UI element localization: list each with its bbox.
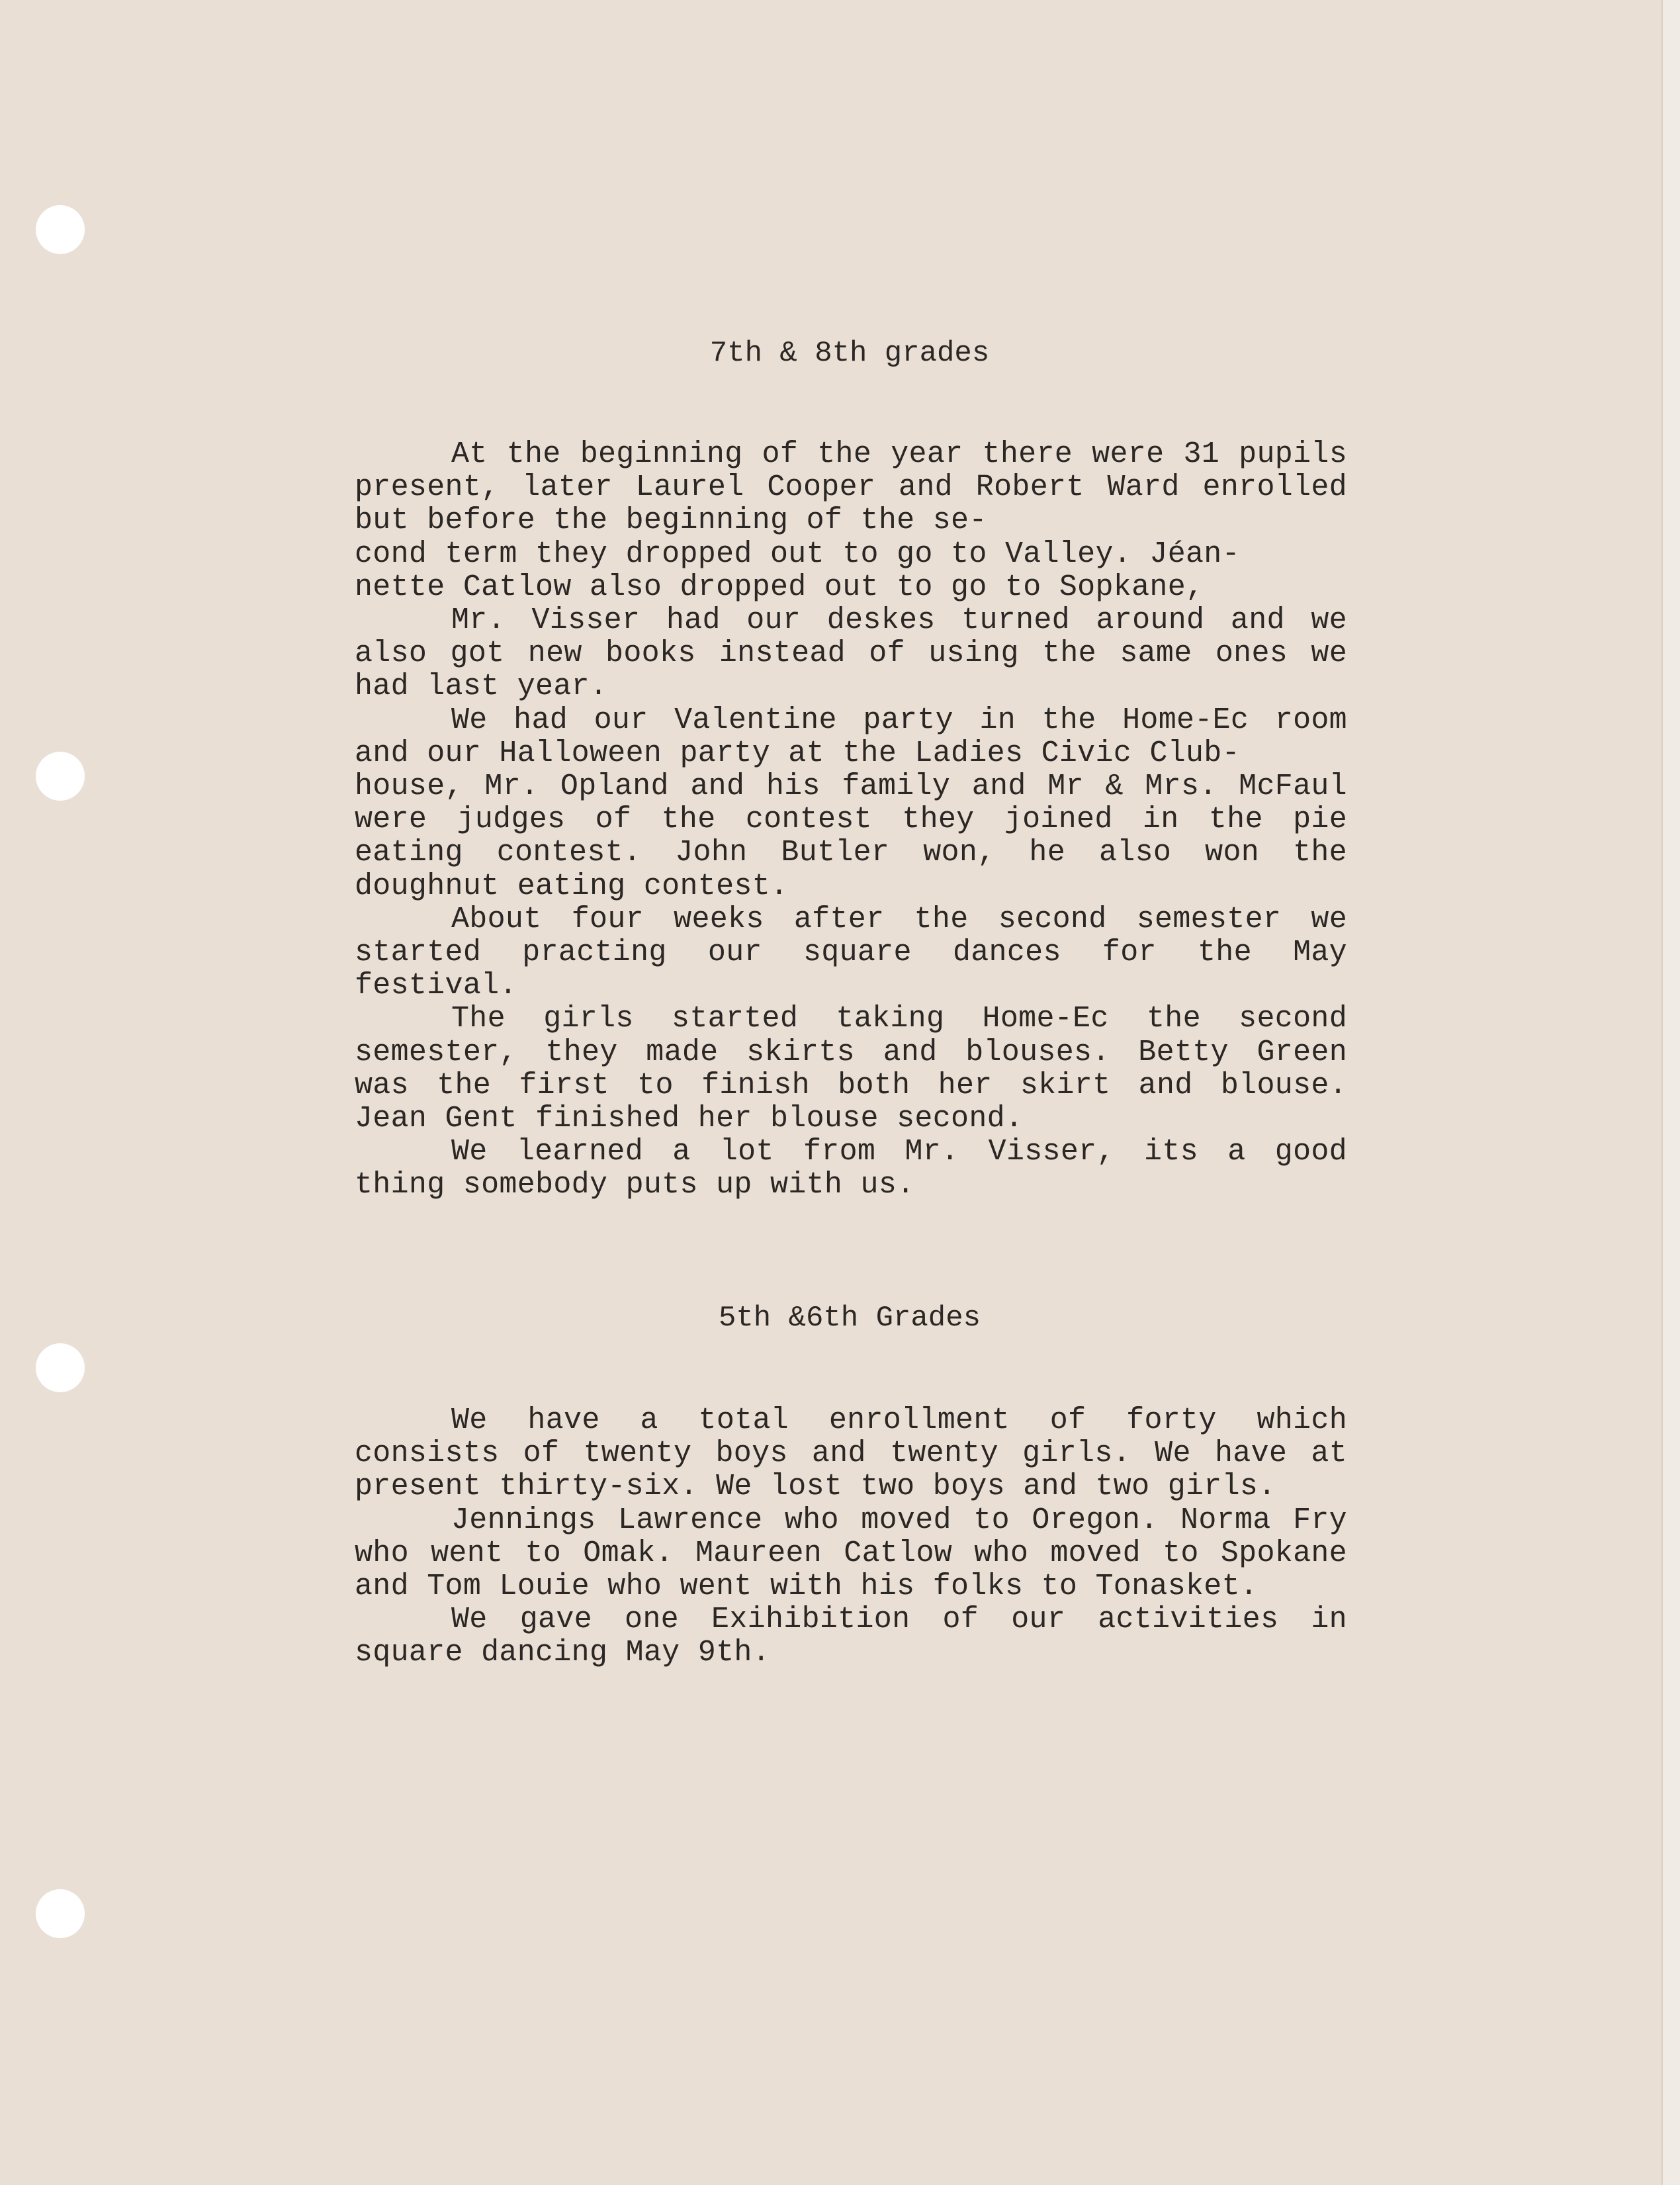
paragraph: The girls started taking Home-Ec the second semester, they made skirts and blouses. Betty Green was the first to finish both her skirt and blouse. Jean Gent finished her blouse second. (355, 1002, 1347, 1136)
paragraph: We learned a lot from Mr. Visser, its a good thing somebody puts up with us. (355, 1135, 1347, 1202)
binder-hole (36, 752, 85, 801)
paragraph: Jennings Lawrence who moved to Oregon. Norma Fry who went to Omak. Maureen Catlow who moved to Spokane and Tom Louie who went with his folks to Tonasket. (355, 1503, 1347, 1604)
binder-hole (36, 1889, 85, 1938)
paragraph: We had our Valentine party in the Home-Ec room and our Halloween party at the Ladies Civic Club- house, Mr. Opland and his family and Mr & Mrs. McFaul were judges of the contest they joined in the pie eating contest. John Butler won, he also won the doughnut eating contest. (355, 703, 1347, 903)
paragraph: At the beginning of the year there were 31 pupils present, later Laurel Cooper and Robert Ward enrolled but before the beginning of the se- cond term they dropped out to go to Valley. Jéan- nette Catlow also dropped out to go to Sopkane, (355, 437, 1347, 604)
paragraph: We gave one Exihibition of our activities in square dancing May 9th. (355, 1603, 1347, 1670)
page-edge (1661, 0, 1680, 2185)
section-title-7th-8th: 7th & 8th grades (709, 337, 990, 370)
section-title-5th-6th: 5th &6th Grades (718, 1302, 981, 1335)
paragraph: About four weeks after the second semester we started practing our square dances for the May festival. (355, 902, 1347, 1003)
binder-hole (36, 205, 85, 254)
paragraph: Mr. Visser had our deskes turned around and we also got new books instead of using the same ones we had last year. (355, 603, 1347, 704)
section-body-7th-8th (355, 438, 1347, 1202)
paragraph: We have a total enrollment of forty which consists of twenty boys and twenty girls. We have at present thirty-six. We lost two boys and two girls. (355, 1404, 1347, 1504)
section-body-5th-6th (355, 1404, 1347, 1670)
binder-hole (36, 1343, 85, 1392)
